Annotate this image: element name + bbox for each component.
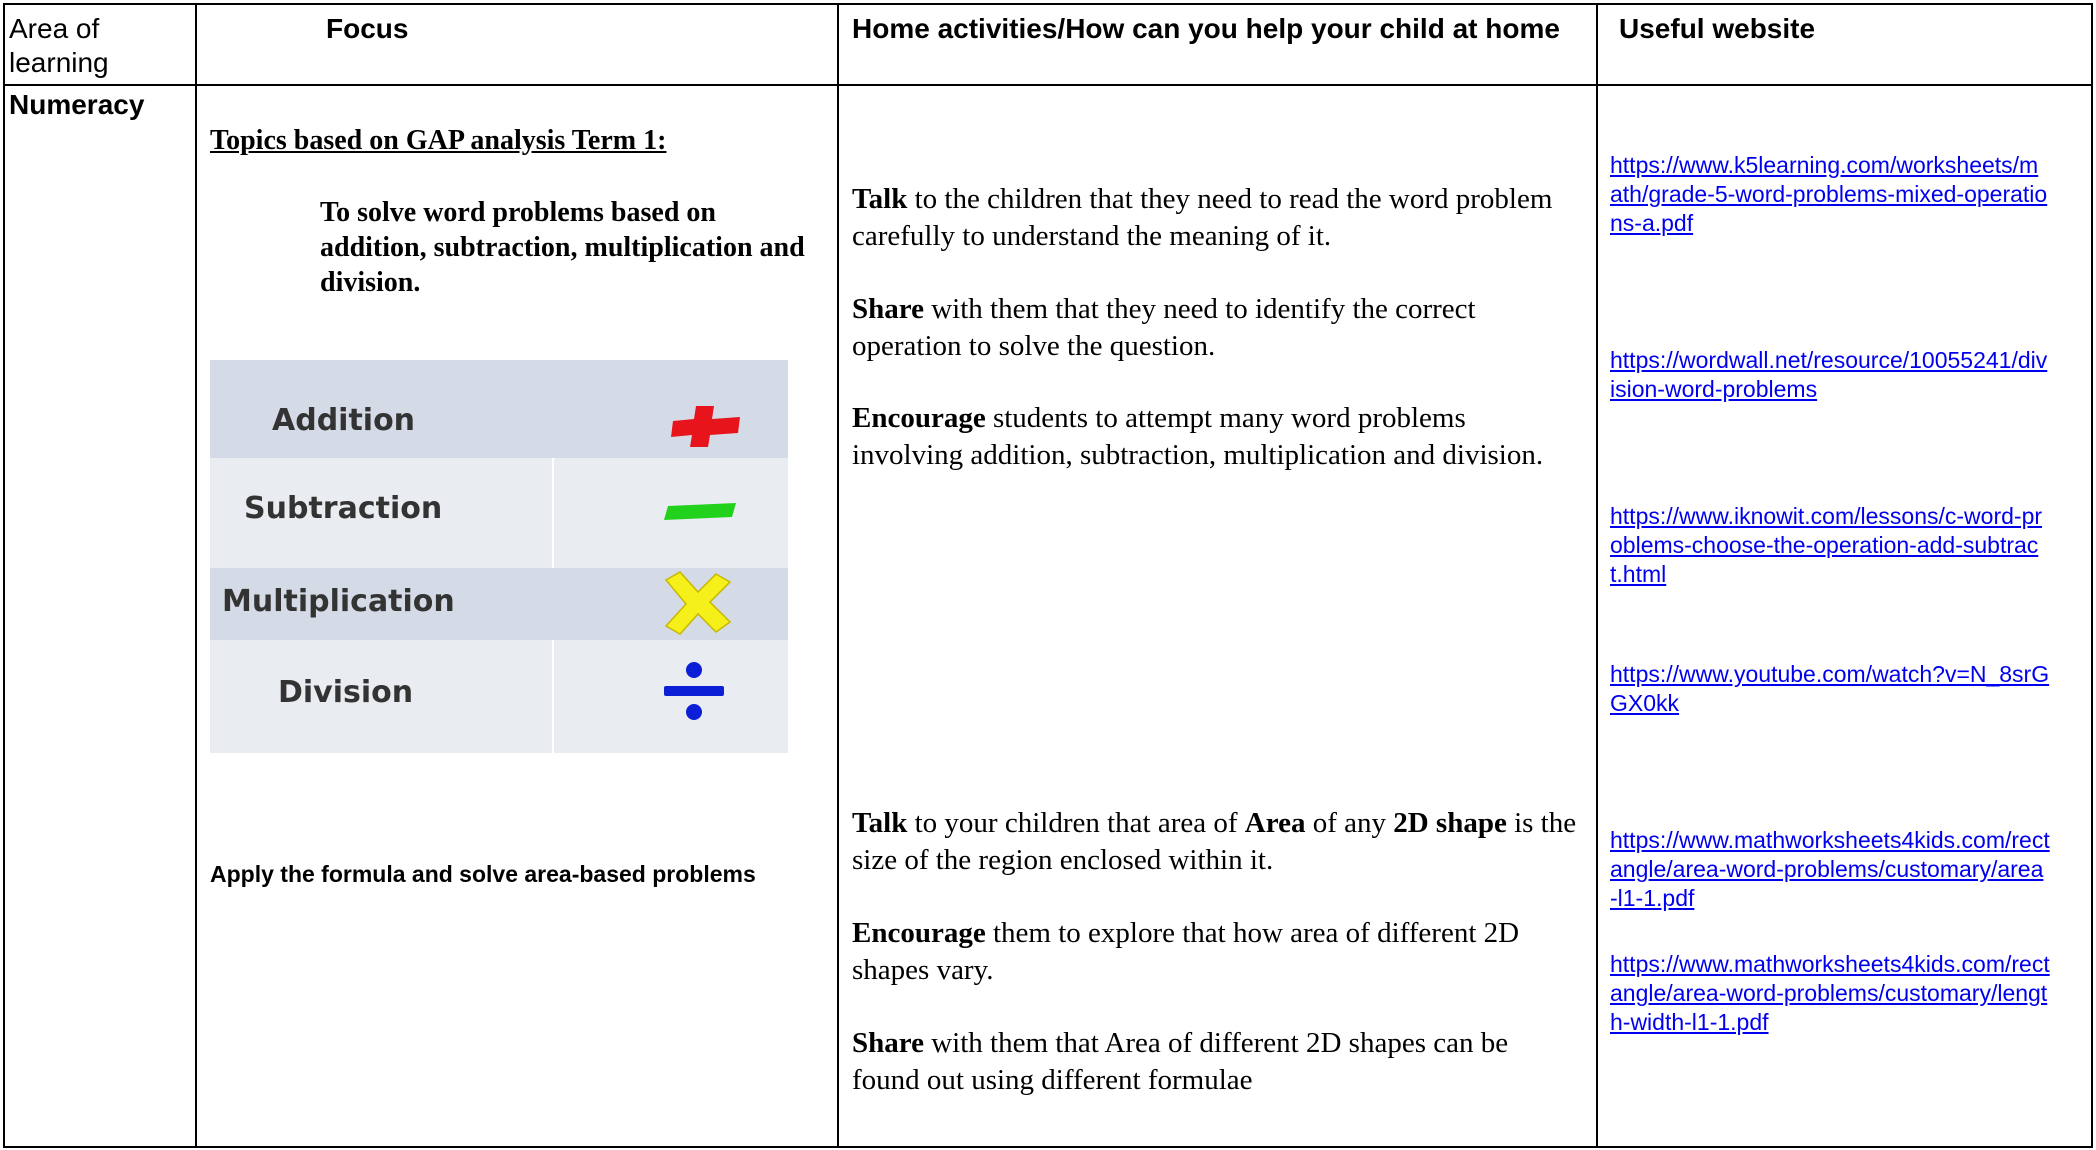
home-paragraph-talk: Talk to the children that they need to read the word problem carefully to understand the meaning of it. [852, 183, 1553, 252]
website-link-mathworksheets-area[interactable]: https://www.mathworksheets4kids.com/rectangle/area-word-problems/customary/area-l1-1.pdf [1610, 827, 2050, 911]
operation-row-addition [210, 360, 788, 458]
header-home-activities: Home activities/How can you help your child at home [852, 13, 1560, 44]
column-divider [195, 3, 197, 1148]
home-paragraph-share: Share with them that they need to identify the correct operation to solve the question. [852, 293, 1476, 362]
operation-row-multiplication [210, 568, 788, 640]
website-link-youtube[interactable]: https://www.youtube.com/watch?v=N_8srGGX0kk [1610, 661, 2050, 716]
multiply-icon [662, 570, 734, 636]
column-divider [837, 3, 839, 1148]
home-paragraph-encourage: Encourage students to attempt many word problems involving addition, subtraction, multiplication and division. [852, 402, 1544, 471]
website-link-k5learning[interactable]: https://www.k5learning.com/worksheets/math/grade-5-word-problems-mixed-operations-a.pdf [1610, 152, 2048, 236]
website-link-wordwall[interactable]: https://wordwall.net/resource/10055241/division-word-problems [1610, 347, 2048, 402]
operation-row-subtraction [210, 458, 788, 550]
operation-label: Addition [272, 403, 416, 438]
topics-heading: Topics based on GAP analysis Term 1: [210, 125, 667, 156]
minus-icon [662, 502, 738, 522]
home-paragraph-area-share: Share with them that Area of different 2D shapes can be found out using different formulae [852, 1027, 1509, 1096]
header-focus: Focus [326, 13, 409, 44]
word-problems-objective: To solve word problems based on addition, subtraction, multiplication and division. [320, 197, 805, 298]
header-divider [3, 84, 2093, 86]
header-area-of-learning: Area of learning [9, 13, 109, 78]
divide-icon [662, 659, 726, 723]
header-useful-website: Useful website [1619, 13, 1816, 44]
operation-label: Subtraction [244, 491, 443, 526]
plus-icon [668, 404, 744, 448]
website-link-iknowit[interactable]: https://www.iknowit.com/lessons/c-word-problems-choose-the-operation-add-subtract.html [1610, 503, 2043, 587]
website-link-mathworksheets-length-width[interactable]: https://www.mathworksheets4kids.com/rectangle/area-word-problems/customary/length-width-l1-1.pdf [1610, 951, 2050, 1035]
operation-row-division [210, 655, 788, 753]
home-paragraph-area-talk: Talk to your children that area of Area of any 2D shape is the size of the region enclosed within it. [852, 807, 1577, 876]
area-numeracy: Numeracy [9, 89, 145, 120]
area-objective: Apply the formula and solve area-based problems [210, 861, 756, 887]
column-divider [1596, 3, 1598, 1148]
home-paragraph-area-encourage: Encourage them to explore that how area of different 2D shapes vary. [852, 917, 1520, 986]
operations-panel [210, 360, 788, 753]
operation-label: Division [278, 675, 414, 710]
operation-label: Multiplication [222, 584, 455, 619]
